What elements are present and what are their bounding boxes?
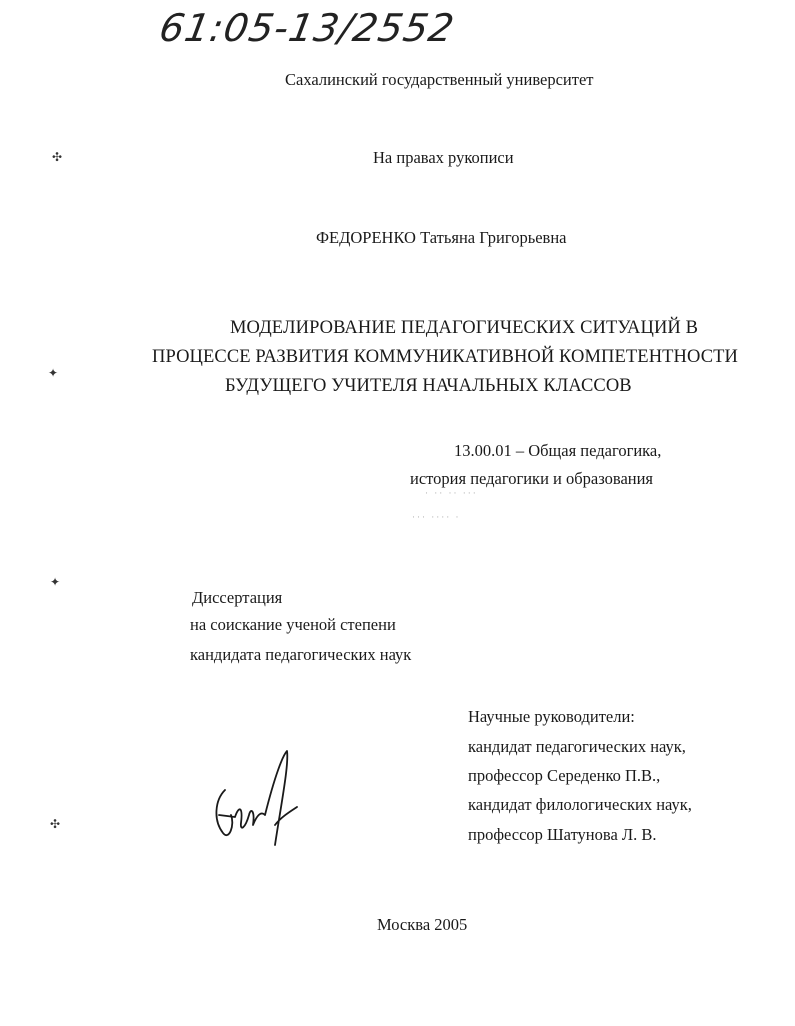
degree-field: кандидата педагогических наук <box>190 645 412 664</box>
supervisors-heading: Научные руководители: <box>468 707 635 726</box>
supervisor-line: кандидат педагогических наук, <box>468 737 686 756</box>
supervisor-line: кандидат филологических наук, <box>468 795 692 814</box>
manuscript-rights: На правах рукописи <box>373 148 514 167</box>
title-line: ПРОЦЕССЕ РАЗВИТИЯ КОММУНИКАТИВНОЙ КОМПЕТЕНТНОСТИ <box>152 347 739 367</box>
specialty-code: 13.00.01 – Общая педагогика, <box>454 441 662 460</box>
margin-mark: ✣ <box>50 817 61 831</box>
university-name: Сахалинский государственный университет <box>285 70 594 89</box>
specialty-name: история педагогики и образования <box>410 469 654 488</box>
supervisor-line: профессор Шатунова Л. В. <box>468 825 657 844</box>
archive-number: 61:05-13/2552 <box>156 6 458 50</box>
scan-smudge: · ·· ·· ··· <box>425 488 478 498</box>
city-year: Москва 2005 <box>377 915 468 934</box>
supervisor-line: профессор Середенко П.В., <box>468 766 661 785</box>
author-name: ФЕДОРЕНКО Татьяна Григорьевна <box>316 228 567 247</box>
margin-mark: ✣ <box>52 150 63 164</box>
dissertation-label: Диссертация <box>192 588 283 607</box>
margin-mark: ✦ <box>50 575 61 589</box>
title-line: МОДЕЛИРОВАНИЕ ПЕДАГОГИЧЕСКИХ СИТУАЦИЙ В <box>230 318 699 338</box>
title-line: БУДУЩЕГО УЧИТЕЛЯ НАЧАЛЬНЫХ КЛАССОВ <box>225 376 632 396</box>
margin-mark: ✦ <box>48 366 59 380</box>
degree-line: на соискание ученой степени <box>190 615 396 634</box>
author-signature <box>205 745 305 855</box>
scan-smudge: ··· ···· · <box>412 512 461 522</box>
